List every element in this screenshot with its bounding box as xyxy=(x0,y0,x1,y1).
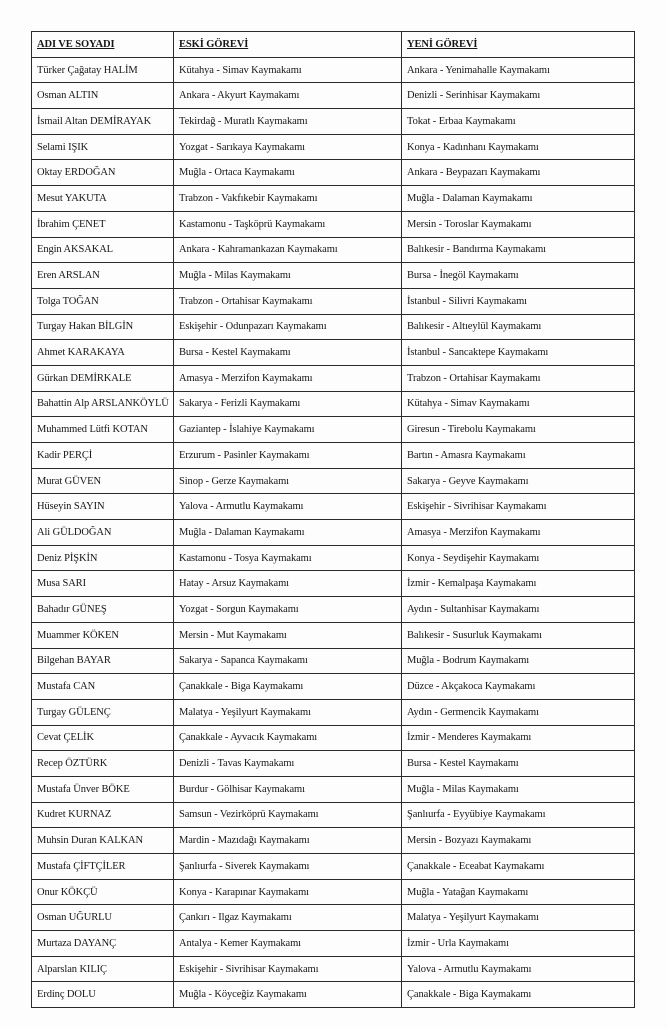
table-row xyxy=(32,263,635,289)
table-row xyxy=(32,83,635,109)
cell-old-post: Hatay - Arsuz Kaymakamı xyxy=(174,571,402,597)
cell-name: Türker Çağatay HALİM xyxy=(32,57,174,83)
cell-old-post: Burdur - Gölhisar Kaymakamı xyxy=(174,776,402,802)
cell-old-post: Mardin - Mazıdağı Kaymakamı xyxy=(174,828,402,854)
cell-name: Ahmet KARAKAYA xyxy=(32,340,174,366)
table-row xyxy=(32,597,635,623)
cell-name: Ali GÜLDOĞAN xyxy=(32,520,174,546)
header-name: ADI VE SOYADI xyxy=(32,32,174,58)
cell-name: Mustafa CAN xyxy=(32,674,174,700)
cell-name: Selami IŞIK xyxy=(32,134,174,160)
cell-new-post: Malatya - Yeşilyurt Kaymakamı xyxy=(402,905,635,931)
cell-name: Onur KÖKÇÜ xyxy=(32,879,174,905)
cell-new-post: Çanakkale - Biga Kaymakamı xyxy=(402,982,635,1008)
cell-name: Osman UĞURLU xyxy=(32,905,174,931)
table-row xyxy=(32,571,635,597)
cell-old-post: Muğla - Milas Kaymakamı xyxy=(174,263,402,289)
cell-old-post: Denizli - Tavas Kaymakamı xyxy=(174,751,402,777)
cell-old-post: Kastamonu - Taşköprü Kaymakamı xyxy=(174,211,402,237)
cell-old-post: Bursa - Kestel Kaymakamı xyxy=(174,340,402,366)
cell-name: Osman ALTIN xyxy=(32,83,174,109)
cell-new-post: Düzce - Akçakoca Kaymakamı xyxy=(402,674,635,700)
cell-old-post: Antalya - Kemer Kaymakamı xyxy=(174,931,402,957)
cell-old-post: Çankırı - Ilgaz Kaymakamı xyxy=(174,905,402,931)
cell-old-post: Ankara - Kahramankazan Kaymakamı xyxy=(174,237,402,263)
cell-new-post: Bursa - İnegöl Kaymakamı xyxy=(402,263,635,289)
cell-new-post: İzmir - Menderes Kaymakamı xyxy=(402,725,635,751)
table-row xyxy=(32,776,635,802)
cell-old-post: Tekirdağ - Muratlı Kaymakamı xyxy=(174,109,402,135)
cell-new-post: Eskişehir - Sivrihisar Kaymakamı xyxy=(402,494,635,520)
table-row xyxy=(32,622,635,648)
cell-name: Muhsin Duran KALKAN xyxy=(32,828,174,854)
cell-name: Hüseyin SAYIN xyxy=(32,494,174,520)
cell-new-post: Kütahya - Simav Kaymakamı xyxy=(402,391,635,417)
cell-new-post: Ankara - Beypazarı Kaymakamı xyxy=(402,160,635,186)
header-old-post: ESKİ GÖREVİ xyxy=(174,32,402,58)
cell-old-post: Çanakkale - Biga Kaymakamı xyxy=(174,674,402,700)
table-row xyxy=(32,751,635,777)
table-header-row xyxy=(32,32,635,58)
cell-old-post: Ankara - Akyurt Kaymakamı xyxy=(174,83,402,109)
cell-name: Musa SARI xyxy=(32,571,174,597)
cell-old-post: Kütahya - Simav Kaymakamı xyxy=(174,57,402,83)
header-new-post: YENİ GÖREVİ xyxy=(402,32,635,58)
table-row xyxy=(32,674,635,700)
table-row xyxy=(32,545,635,571)
cell-name: İsmail Altan DEMİRAYAK xyxy=(32,109,174,135)
cell-new-post: Balıkesir - Bandırma Kaymakamı xyxy=(402,237,635,263)
table-row xyxy=(32,109,635,135)
cell-new-post: Amasya - Merzifon Kaymakamı xyxy=(402,520,635,546)
cell-name: Erdinç DOLU xyxy=(32,982,174,1008)
table-row xyxy=(32,314,635,340)
cell-name: Turgay GÜLENÇ xyxy=(32,699,174,725)
cell-new-post: Aydın - Germencik Kaymakamı xyxy=(402,699,635,725)
cell-name: Gürkan DEMİRKALE xyxy=(32,365,174,391)
table-row xyxy=(32,468,635,494)
cell-old-post: Çanakkale - Ayvacık Kaymakamı xyxy=(174,725,402,751)
cell-old-post: Muğla - Dalaman Kaymakamı xyxy=(174,520,402,546)
cell-new-post: Denizli - Serinhisar Kaymakamı xyxy=(402,83,635,109)
cell-name: Bahattin Alp ARSLANKÖYLÜ xyxy=(32,391,174,417)
cell-old-post: Eskişehir - Odunpazarı Kaymakamı xyxy=(174,314,402,340)
cell-name: Kudret KURNAZ xyxy=(32,802,174,828)
cell-old-post: Trabzon - Vakfıkebir Kaymakamı xyxy=(174,186,402,212)
cell-new-post: Bursa - Kestel Kaymakamı xyxy=(402,751,635,777)
table-row xyxy=(32,237,635,263)
table-body xyxy=(32,57,635,1007)
table-row xyxy=(32,340,635,366)
cell-old-post: Muğla - Ortaca Kaymakamı xyxy=(174,160,402,186)
cell-new-post: Ankara - Yenimahalle Kaymakamı xyxy=(402,57,635,83)
cell-new-post: Tokat - Erbaa Kaymakamı xyxy=(402,109,635,135)
cell-new-post: Konya - Kadınhanı Kaymakamı xyxy=(402,134,635,160)
cell-new-post: Bartın - Amasra Kaymakamı xyxy=(402,443,635,469)
cell-old-post: Eskişehir - Sivrihisar Kaymakamı xyxy=(174,956,402,982)
cell-name: Bahadır GÜNEŞ xyxy=(32,597,174,623)
table-row xyxy=(32,160,635,186)
cell-name: Eren ARSLAN xyxy=(32,263,174,289)
cell-old-post: Amasya - Merzifon Kaymakamı xyxy=(174,365,402,391)
cell-old-post: Yozgat - Sarıkaya Kaymakamı xyxy=(174,134,402,160)
cell-new-post: Muğla - Milas Kaymakamı xyxy=(402,776,635,802)
cell-name: Muammer KÖKEN xyxy=(32,622,174,648)
table-row xyxy=(32,417,635,443)
cell-old-post: Samsun - Vezirköprü Kaymakamı xyxy=(174,802,402,828)
cell-new-post: Şanlıurfa - Eyyübiye Kaymakamı xyxy=(402,802,635,828)
cell-new-post: İstanbul - Sancaktepe Kaymakamı xyxy=(402,340,635,366)
cell-old-post: Malatya - Yeşilyurt Kaymakamı xyxy=(174,699,402,725)
cell-old-post: Muğla - Köyceğiz Kaymakamı xyxy=(174,982,402,1008)
cell-name: Mustafa ÇİFTÇİLER xyxy=(32,854,174,880)
cell-old-post: Sakarya - Sapanca Kaymakamı xyxy=(174,648,402,674)
table-row xyxy=(32,828,635,854)
cell-old-post: Kastamonu - Tosya Kaymakamı xyxy=(174,545,402,571)
cell-new-post: Mersin - Bozyazı Kaymakamı xyxy=(402,828,635,854)
table-row xyxy=(32,905,635,931)
cell-name: Kadir PERÇİ xyxy=(32,443,174,469)
cell-name: Muhammed Lütfi KOTAN xyxy=(32,417,174,443)
cell-name: Turgay Hakan BİLGİN xyxy=(32,314,174,340)
cell-old-post: Erzurum - Pasinler Kaymakamı xyxy=(174,443,402,469)
cell-old-post: Mersin - Mut Kaymakamı xyxy=(174,622,402,648)
cell-old-post: Sinop - Gerze Kaymakamı xyxy=(174,468,402,494)
cell-new-post: Muğla - Bodrum Kaymakamı xyxy=(402,648,635,674)
cell-old-post: Yozgat - Sorgun Kaymakamı xyxy=(174,597,402,623)
appointments-table xyxy=(31,31,635,1008)
cell-new-post: Giresun - Tirebolu Kaymakamı xyxy=(402,417,635,443)
cell-new-post: Yalova - Armutlu Kaymakamı xyxy=(402,956,635,982)
cell-new-post: Muğla - Yatağan Kaymakamı xyxy=(402,879,635,905)
cell-old-post: Konya - Karapınar Kaymakamı xyxy=(174,879,402,905)
cell-name: Cevat ÇELİK xyxy=(32,725,174,751)
cell-new-post: İzmir - Urla Kaymakamı xyxy=(402,931,635,957)
cell-old-post: Gaziantep - İslahiye Kaymakamı xyxy=(174,417,402,443)
cell-name: Engin AKSAKAL xyxy=(32,237,174,263)
table-row xyxy=(32,879,635,905)
table-row xyxy=(32,186,635,212)
table-row xyxy=(32,802,635,828)
table-row xyxy=(32,648,635,674)
cell-name: Tolga TOĞAN xyxy=(32,288,174,314)
cell-name: Recep ÖZTÜRK xyxy=(32,751,174,777)
cell-name: Alparslan KILIÇ xyxy=(32,956,174,982)
cell-old-post: Sakarya - Ferizli Kaymakamı xyxy=(174,391,402,417)
cell-new-post: Mersin - Toroslar Kaymakamı xyxy=(402,211,635,237)
table-row xyxy=(32,520,635,546)
cell-new-post: Aydın - Sultanhisar Kaymakamı xyxy=(402,597,635,623)
table-row xyxy=(32,931,635,957)
table-row xyxy=(32,699,635,725)
cell-name: Murat GÜVEN xyxy=(32,468,174,494)
table-row xyxy=(32,211,635,237)
table-row xyxy=(32,854,635,880)
cell-name: İbrahim ÇENET xyxy=(32,211,174,237)
table-row xyxy=(32,982,635,1008)
cell-old-post: Trabzon - Ortahisar Kaymakamı xyxy=(174,288,402,314)
cell-new-post: Konya - Seydişehir Kaymakamı xyxy=(402,545,635,571)
cell-new-post: Trabzon - Ortahisar Kaymakamı xyxy=(402,365,635,391)
cell-name: Oktay ERDOĞAN xyxy=(32,160,174,186)
table-row xyxy=(32,725,635,751)
table-row xyxy=(32,288,635,314)
cell-new-post: Muğla - Dalaman Kaymakamı xyxy=(402,186,635,212)
cell-name: Mesut YAKUTA xyxy=(32,186,174,212)
cell-name: Murtaza DAYANÇ xyxy=(32,931,174,957)
cell-old-post: Şanlıurfa - Siverek Kaymakamı xyxy=(174,854,402,880)
cell-new-post: Çanakkale - Eceabat Kaymakamı xyxy=(402,854,635,880)
cell-name: Deniz PİŞKİN xyxy=(32,545,174,571)
cell-new-post: İzmir - Kemalpaşa Kaymakamı xyxy=(402,571,635,597)
table-row xyxy=(32,956,635,982)
cell-new-post: Balıkesir - Susurluk Kaymakamı xyxy=(402,622,635,648)
cell-new-post: İstanbul - Silivri Kaymakamı xyxy=(402,288,635,314)
table-row xyxy=(32,391,635,417)
table-row xyxy=(32,365,635,391)
cell-name: Bilgehan BAYAR xyxy=(32,648,174,674)
table-row xyxy=(32,134,635,160)
cell-old-post: Yalova - Armutlu Kaymakamı xyxy=(174,494,402,520)
table-row xyxy=(32,57,635,83)
cell-new-post: Balıkesir - Altıeylül Kaymakamı xyxy=(402,314,635,340)
cell-new-post: Sakarya - Geyve Kaymakamı xyxy=(402,468,635,494)
cell-name: Mustafa Ünver BÖKE xyxy=(32,776,174,802)
table-row xyxy=(32,443,635,469)
table-row xyxy=(32,494,635,520)
